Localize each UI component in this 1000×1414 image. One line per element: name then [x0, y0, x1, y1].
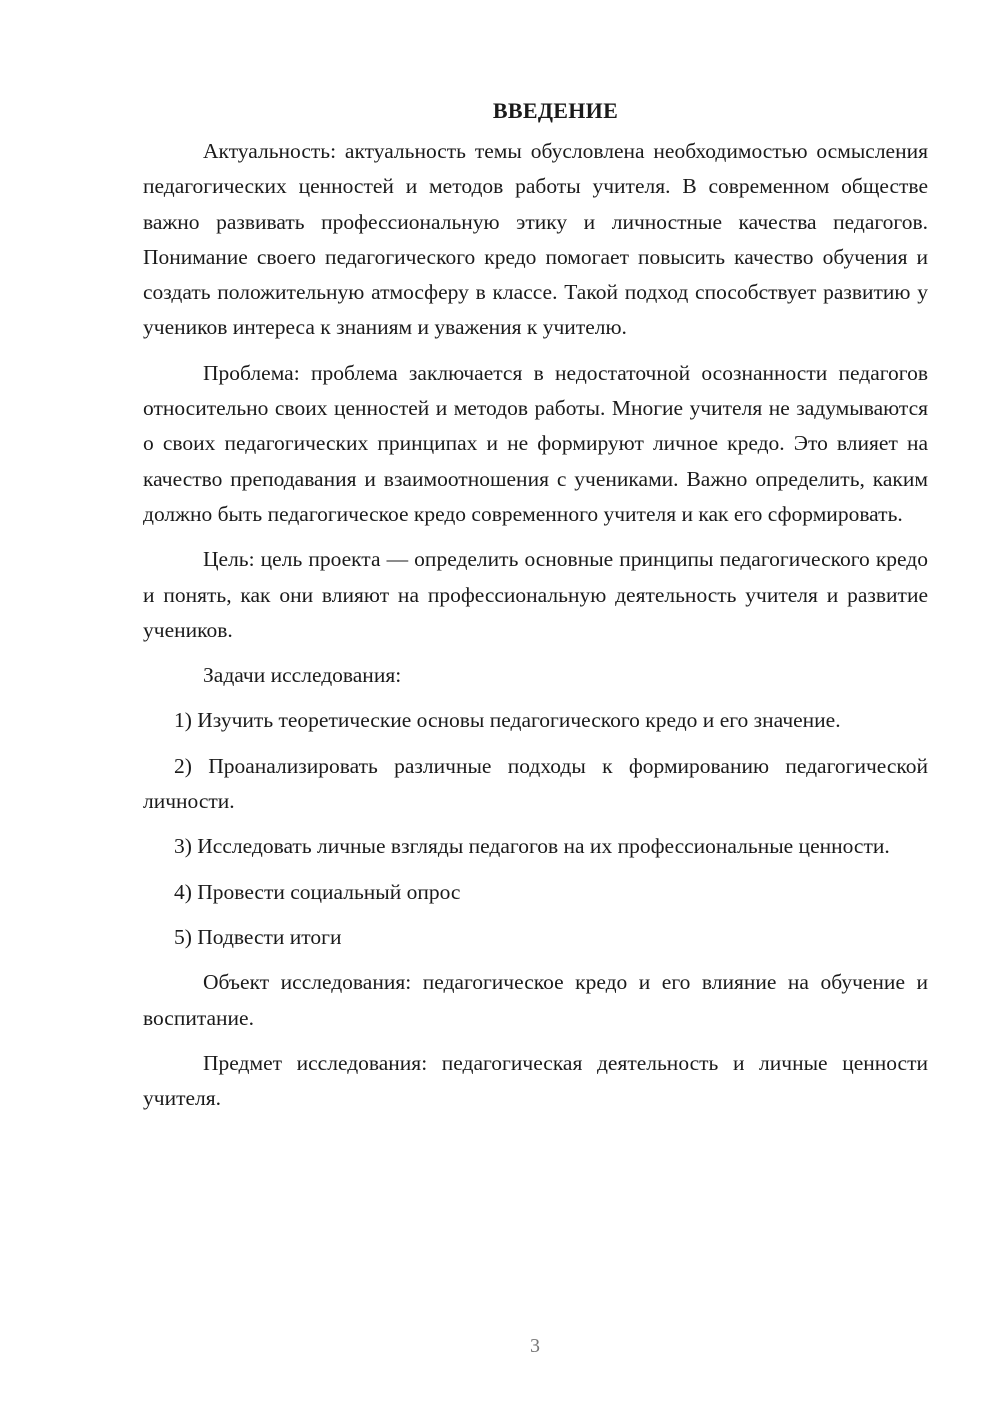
object-paragraph: Объект исследования: педагогическое кредо и его влияние на обучение и воспитание. [143, 970, 928, 1030]
task-item-1: 1) Изучить теоретические основы педагогического кредо и его значение. [174, 708, 841, 733]
relevance-paragraph: Актуальность: актуальность темы обусловлена необходимостью осмысления педагогических ценностей и методов работы учителя. В современном обществе важно развивать профессиональную этику и личностные качества педагогов. Понимание своего педагогического кредо помогает повысить качество обучения и создать положительную атмосферу в классе. Такой подход способствует развитию у учеников интереса к знаниям и уважения к учителю. [143, 139, 928, 340]
page-content [143, 96, 928, 1126]
task-item-5: 5) Подвести итоги [174, 924, 342, 949]
task-item-3: 3) Исследовать личные взгляды педагогов на их профессиональные ценности. [174, 834, 890, 859]
page-number: 3 [530, 1335, 540, 1357]
task-item-2: 2) Проанализировать различные подходы к формированию педагогической личности. [143, 753, 928, 814]
goal-paragraph: Цель: цель проекта — определить основные принципы педагогического кредо и понять, как они влияют на профессиональную деятельность учителя и развитие учеников. [143, 547, 928, 642]
tasks-heading: Задачи исследования: [203, 663, 402, 688]
task-item-4: 4) Провести социальный опрос [174, 879, 461, 904]
subject-paragraph: Предмет исследования: педагогическая деятельность и личные ценности учителя. [143, 1050, 928, 1111]
problem-paragraph: Проблема: проблема заключается в недостаточной осознанности педагогов относительно своих ценностей и методов работы. Многие учителя не задумываются о своих педагогических принципах и не формируют личное кредо. Это влияет на качество преподавания и взаимоотношения с учениками. Важно определить, каким должно быть педагогическое кредо современного учителя и как его сформировать. [143, 360, 928, 526]
section-title: ВВЕДЕНИЕ [492, 98, 619, 123]
